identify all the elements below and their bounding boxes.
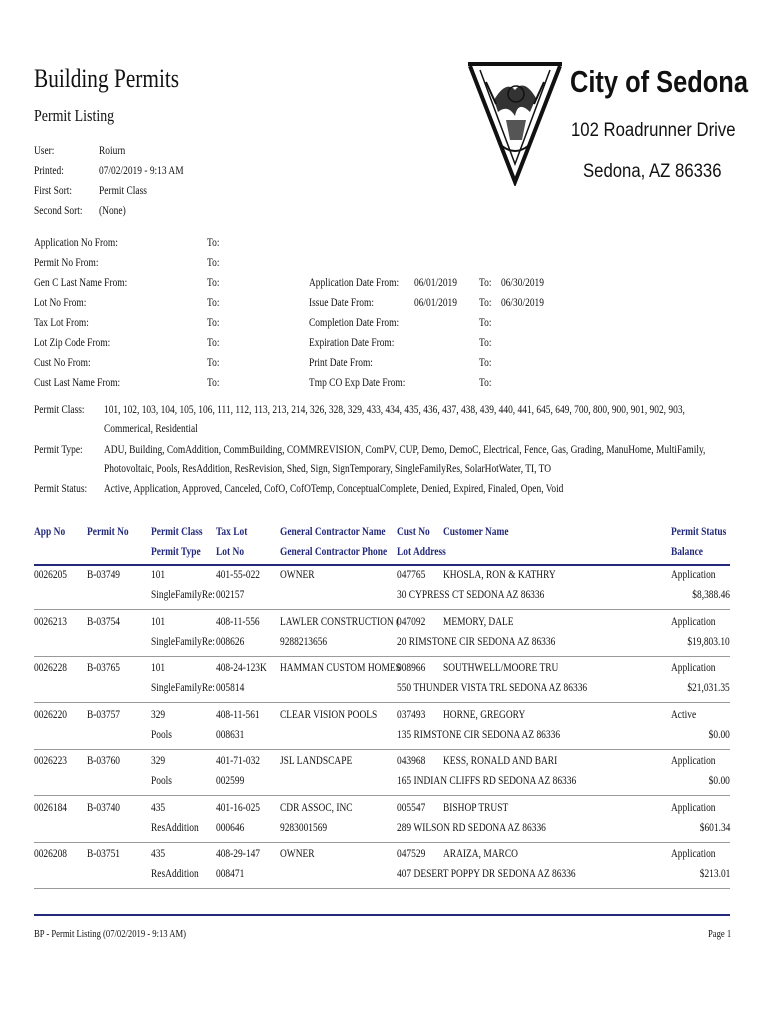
cell-permit-no: B-03754 [87,615,121,628]
cell-lot-no: 008631 [216,728,245,741]
cell-app-no: 0026223 [34,755,68,767]
cell-balance: $8,388.46 [692,589,730,601]
cell-status: Application [671,569,716,581]
cell-permit-class: 329 [151,755,166,767]
cell-lot-no: 008471 [216,868,245,880]
date-filter-label: Application Date From: [309,277,400,289]
permit-type-values: ADU, Building, ComAddition, CommBuilding, COMMREVISION, ComPV, CUP, Demo, DemoC, Electrical, Fence, Gas, Grading, ManuHome, MultiFamily, [104,444,706,456]
cell-permit-type: ResAddition [151,821,199,834]
date-filter-label: Issue Date From: [309,297,374,309]
row-divider [34,656,730,657]
col-permit-no: Permit No [87,526,129,538]
cell-permit-class: 435 [151,801,166,814]
cell-tax-lot: 401-71-032 [216,755,261,767]
report-title: Building Permits [34,64,180,93]
col-gc-phone: General Contractor Phone [280,546,388,558]
col-permit-type: Permit Type [151,546,201,558]
cell-cust-no: 005547 [397,801,426,814]
date-filter-to-value: 06/30/2019 [501,297,544,309]
cell-balance: $213.01 [699,868,730,880]
cell-lot-no: 008626 [216,635,245,648]
cell-permit-type: SingleFamilyRe: [151,635,215,648]
meta-label: First Sort: [34,185,73,197]
cell-status: Application [671,662,716,674]
date-filter-to: To: [479,277,492,289]
cell-lot-no: 002599 [216,775,245,787]
cell-tax-lot: 408-29-147 [216,848,261,860]
meta-label: User: [34,145,55,157]
cell-permit-type: Pools [151,775,172,787]
date-filter-to: To: [479,317,492,329]
row-divider [34,795,730,796]
col-lot-no: Lot No [216,546,245,558]
filter-to: To: [207,277,220,289]
cell-app-no: 0026205 [34,569,68,581]
cell-balance: $21,031.35 [687,682,730,694]
cell-customer-name: KHOSLA, RON & KATHRY [443,569,556,581]
permit-type-label: Permit Type: [34,444,83,456]
cell-permit-type: SingleFamilyRe: [151,682,215,694]
cell-customer-name: MEMORY, DALE [443,615,514,628]
footer-rule [34,914,730,916]
cell-gc-name: HAMMAN CUSTOM HOMES [280,662,401,674]
permit-status-values: Active, Application, Approved, Canceled, CofO, CofOTemp, ConceptualComplete, Denied, Expired, Finaled, Open, Void [104,483,564,495]
cell-gc-name: OWNER [280,569,315,581]
city-seal-logo [466,60,564,186]
date-filter-to: To: [479,357,492,369]
cell-customer-name: ARAIZA, MARCO [443,848,518,860]
row-divider [34,702,730,703]
date-filter-label: Tmp CO Exp Date From: [309,377,406,389]
cell-tax-lot: 401-16-025 [216,801,261,814]
city-address-line1: 102 Roadrunner Drive [571,120,736,141]
cell-lot-address: 165 INDIAN CLIFFS RD SEDONA AZ 86336 [397,775,577,787]
meta-value: 07/02/2019 - 9:13 AM [99,165,184,177]
cell-app-no: 0026228 [34,662,68,674]
cell-gc-phone: 9288213656 [280,635,328,648]
date-filter-to-value: 06/30/2019 [501,277,544,289]
cell-gc-phone: 9283001569 [280,821,328,834]
cell-permit-class: 101 [151,615,166,628]
cell-gc-name: JSL LANDSCAPE [280,755,353,767]
col-permit-class: Permit Class [151,526,203,538]
permit-class-label: Permit Class: [34,404,85,416]
header-rule [34,564,730,566]
meta-label: Printed: [34,165,64,177]
cell-permit-no: B-03757 [87,708,121,721]
cell-gc-name: CLEAR VISION POOLS [280,708,378,721]
filter-to: To: [207,377,220,389]
cell-permit-no: B-03749 [87,569,121,581]
meta-value: (None) [99,205,126,217]
filter-label: Tax Lot From: [34,317,89,329]
filter-label: Permit No From: [34,257,99,269]
cell-status: Active [671,708,697,721]
filter-label: Cust No From: [34,357,91,369]
cell-status: Application [671,615,716,628]
cell-tax-lot: 408-11-556 [216,615,260,628]
filter-to: To: [207,337,220,349]
cell-permit-type: SingleFamilyRe: [151,589,215,601]
cell-gc-name: OWNER [280,848,315,860]
cell-lot-no: 005814 [216,682,245,694]
cell-cust-no: 047765 [397,569,426,581]
col-customer-name: Customer Name [443,526,509,538]
date-filter-label: Completion Date From: [309,317,400,329]
cell-status: Application [671,755,716,767]
row-divider [34,749,730,750]
cell-balance: $601.34 [699,821,730,834]
permit-status-label: Permit Status: [34,483,88,495]
col-permit-status: Permit Status [671,526,727,538]
cell-app-no: 0026208 [34,848,68,860]
date-filter-label: Expiration Date From: [309,337,395,349]
cell-lot-address: 407 DESERT POPPY DR SEDONA AZ 86336 [397,868,576,880]
date-filter-to: To: [479,337,492,349]
cell-tax-lot: 408-24-123K [216,662,267,674]
cell-cust-no: 043968 [397,755,426,767]
cell-customer-name: HORNE, GREGORY [443,708,526,721]
cell-lot-address: 135 RIMSTONE CIR SEDONA AZ 86336 [397,728,561,741]
filter-to: To: [207,297,220,309]
cell-permit-no: B-03740 [87,801,121,814]
cell-permit-class: 435 [151,848,166,860]
cell-permit-type: Pools [151,728,172,741]
filter-to: To: [207,317,220,329]
cell-cust-no: 037493 [397,708,426,721]
cell-balance: $0.00 [708,775,730,787]
cell-permit-type: ResAddition [151,868,199,880]
col-lot-address: Lot Address [397,546,446,558]
col-gc-name: General Contractor Name [280,526,386,538]
cell-permit-no: B-03751 [87,848,121,860]
cell-permit-no: B-03760 [87,755,121,767]
cell-lot-no: 002157 [216,589,245,601]
cell-balance: $0.00 [708,728,730,741]
cell-cust-no: 047092 [397,615,426,628]
date-filter-to: To: [479,297,492,309]
cell-tax-lot: 408-11-561 [216,708,260,721]
cell-customer-name: KESS, RONALD AND BARI [443,755,558,767]
permit-type-values-cont: Photovoltaic, Pools, ResAddition, ResRevision, Shed, Sign, SignTemporary, SingleFamilyRes, SolarHotWater, TI, TO [104,463,552,475]
date-filter-from: 06/01/2019 [414,297,457,309]
cell-app-no: 0026184 [34,801,68,814]
cell-status: Application [671,801,716,814]
permit-class-values: 101, 102, 103, 104, 105, 106, 111, 112, 113, 213, 214, 326, 328, 329, 433, 434, 435, 436, 437, 438, 439, 440, 441, 645, 649, 700, 800, 900, 901, 902, 903, [104,404,685,416]
cell-permit-class: 329 [151,708,166,721]
report-subtitle: Permit Listing [34,106,115,125]
city-address-line2: Sedona, AZ 86336 [583,161,722,182]
filter-label: Application No From: [34,237,118,249]
footer-text: BP - Permit Listing (07/02/2019 - 9:13 AM) [34,929,187,940]
cell-customer-name: BISHOP TRUST [443,801,509,814]
filter-to: To: [207,237,220,249]
cell-permit-class: 101 [151,569,166,581]
cell-lot-no: 000646 [216,821,245,834]
cell-status: Application [671,848,716,860]
meta-value: Permit Class [99,185,147,197]
cell-lot-address: 289 WILSON RD SEDONA AZ 86336 [397,821,546,834]
col-cust-no: Cust No [397,526,430,538]
cell-lot-address: 30 CYPRESS CT SEDONA AZ 86336 [397,589,545,601]
date-filter-from: 06/01/2019 [414,277,457,289]
cell-app-no: 0026220 [34,708,68,721]
cell-balance: $19,803.10 [687,635,730,648]
row-divider [34,888,730,889]
row-divider [34,842,730,843]
cell-lot-address: 550 THUNDER VISTA TRL SEDONA AZ 86336 [397,682,588,694]
meta-label: Second Sort: [34,205,83,217]
cell-cust-no: 047529 [397,848,426,860]
cell-gc-name: LAWLER CONSTRUCTION ( [280,615,400,628]
cell-lot-address: 20 RIMSTONE CIR SEDONA AZ 86336 [397,635,556,648]
cell-permit-class: 101 [151,662,166,674]
cell-gc-name: CDR ASSOC, INC [280,801,353,814]
date-filter-to: To: [479,377,492,389]
cell-permit-no: B-03765 [87,662,121,674]
filter-label: Cust Last Name From: [34,377,121,389]
meta-value: Roiurn [99,145,126,157]
filter-label: Gen C Last Name From: [34,277,128,289]
date-filter-label: Print Date From: [309,357,373,369]
filter-label: Lot No From: [34,297,87,309]
cell-tax-lot: 401-55-022 [216,569,261,581]
page-number: Page 1 [708,929,732,940]
cell-cust-no: 008966 [397,662,426,674]
filter-label: Lot Zip Code From: [34,337,111,349]
filter-to: To: [207,357,220,369]
row-divider [34,609,730,610]
permit-class-values-cont: Commerical, Residential [104,423,198,435]
city-name: City of Sedona [570,64,748,99]
col-tax-lot: Tax Lot [216,526,248,538]
col-balance: Balance [671,546,703,558]
cell-customer-name: SOUTHWELL/MOORE TRU [443,662,559,674]
filter-to: To: [207,257,220,269]
cell-app-no: 0026213 [34,615,68,628]
col-app-no: App No [34,526,66,538]
